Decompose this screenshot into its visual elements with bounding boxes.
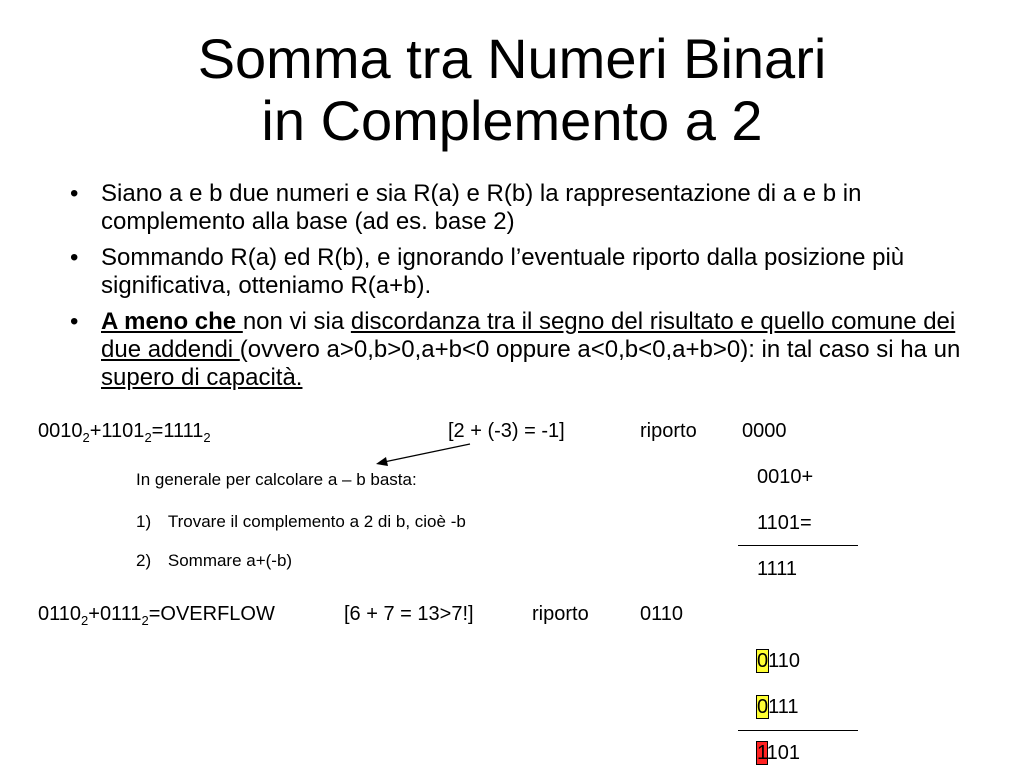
example1-a: 0010 xyxy=(38,420,83,442)
bullet-2 xyxy=(70,244,970,300)
example2-result xyxy=(757,742,800,765)
example2-a: 0110 xyxy=(38,603,82,625)
example2-b-base: 2 xyxy=(141,613,149,628)
example1-equation xyxy=(38,420,211,443)
example2-result-rest: 101 xyxy=(766,742,801,764)
bullet-3-text-2: (ovvero a>0,b>0,a+b<0 oppure a<0,b<0,a+b>0): in tal caso si ha un xyxy=(239,336,961,363)
general-step-2 xyxy=(136,551,292,571)
example2-eq: = xyxy=(148,603,161,625)
step-1-text: Trovare il complemento a 2 di b, cioè -b xyxy=(167,512,466,531)
bullet-dot: • xyxy=(70,180,79,207)
bullet-list xyxy=(70,180,970,400)
bullet-3-lead: A meno che xyxy=(101,308,243,335)
example2-a-base: 2 xyxy=(81,613,89,628)
example1-sum-line xyxy=(738,545,858,546)
example1-carry-value: 0000 xyxy=(742,420,787,442)
bullet-2-text: Sommando R(a) ed R(b), e ignorando l’eventuale riporto dalla posizione più significativa, otteniamo R(a+b). xyxy=(101,244,905,299)
bullet-3-underline-1: discordanza tra il segno del risultato e quello comune dei due addendi xyxy=(101,308,956,363)
example2-decimal: [6 + 7 = 13>7!] xyxy=(344,603,474,625)
example2-plus: + xyxy=(88,603,100,625)
example2-carry-label: riporto xyxy=(532,603,589,625)
bullet-1 xyxy=(70,180,970,236)
example2-addend-2 xyxy=(757,696,799,719)
example1-addend-1: 0010+ xyxy=(757,466,814,488)
bullet-dot: • xyxy=(70,308,79,335)
bullet-3 xyxy=(70,308,970,392)
example1-carry-label: riporto xyxy=(640,420,697,442)
slide-title xyxy=(0,28,1024,152)
arrow-icon xyxy=(370,440,480,470)
example1-decimal: [2 + (-3) = -1] xyxy=(448,420,565,442)
title-line-2: in Complemento a 2 xyxy=(261,89,763,152)
general-step-1 xyxy=(136,512,466,532)
title-line-1: Somma tra Numeri Binari xyxy=(197,27,827,90)
example2-result-sign-bit: 1 xyxy=(757,742,767,764)
example2-addend-1-rest: 110 xyxy=(768,650,801,672)
example1-r: 1111 xyxy=(163,420,204,442)
example1-addend-2: 1101= xyxy=(757,512,812,534)
general-intro: In generale per calcolare a – b basta: xyxy=(136,470,417,489)
bullet-3-underline-2: supero di capacità. xyxy=(101,364,303,391)
example2-addend-1-sign-bit: 0 xyxy=(757,650,769,672)
bullet-1-text: Siano a e b due numeri e sia R(a) e R(b) la rappresentazione di a e b in complemento alla base (ad es. base 2) xyxy=(101,180,862,235)
example1-a-base: 2 xyxy=(82,430,90,445)
example1-b: 1101 xyxy=(101,420,145,442)
bullet-dot: • xyxy=(70,244,79,271)
step-2-text: Sommare a+(-b) xyxy=(167,551,293,570)
example2-r: OVERFLOW xyxy=(160,603,275,625)
example2-addend-1 xyxy=(757,650,800,673)
example1-eq: = xyxy=(151,420,164,442)
example1-b-base: 2 xyxy=(144,430,152,445)
example2-addend-2-rest: 111 xyxy=(768,696,799,718)
example2-addend-2-sign-bit: 0 xyxy=(757,696,769,718)
example1-plus: + xyxy=(89,420,102,442)
example1-r-base: 2 xyxy=(203,430,211,445)
example2-equation xyxy=(38,603,275,626)
example1-result: 1111 xyxy=(757,558,798,580)
step-2-number: 2) xyxy=(136,551,152,570)
example2-sum-line xyxy=(738,730,858,731)
bullet-3-text-1: non vi sia xyxy=(242,308,351,335)
example2-carry-value: 0110 xyxy=(640,603,684,625)
example2-b: 0111 xyxy=(99,603,142,625)
step-1-number: 1) xyxy=(136,512,152,531)
